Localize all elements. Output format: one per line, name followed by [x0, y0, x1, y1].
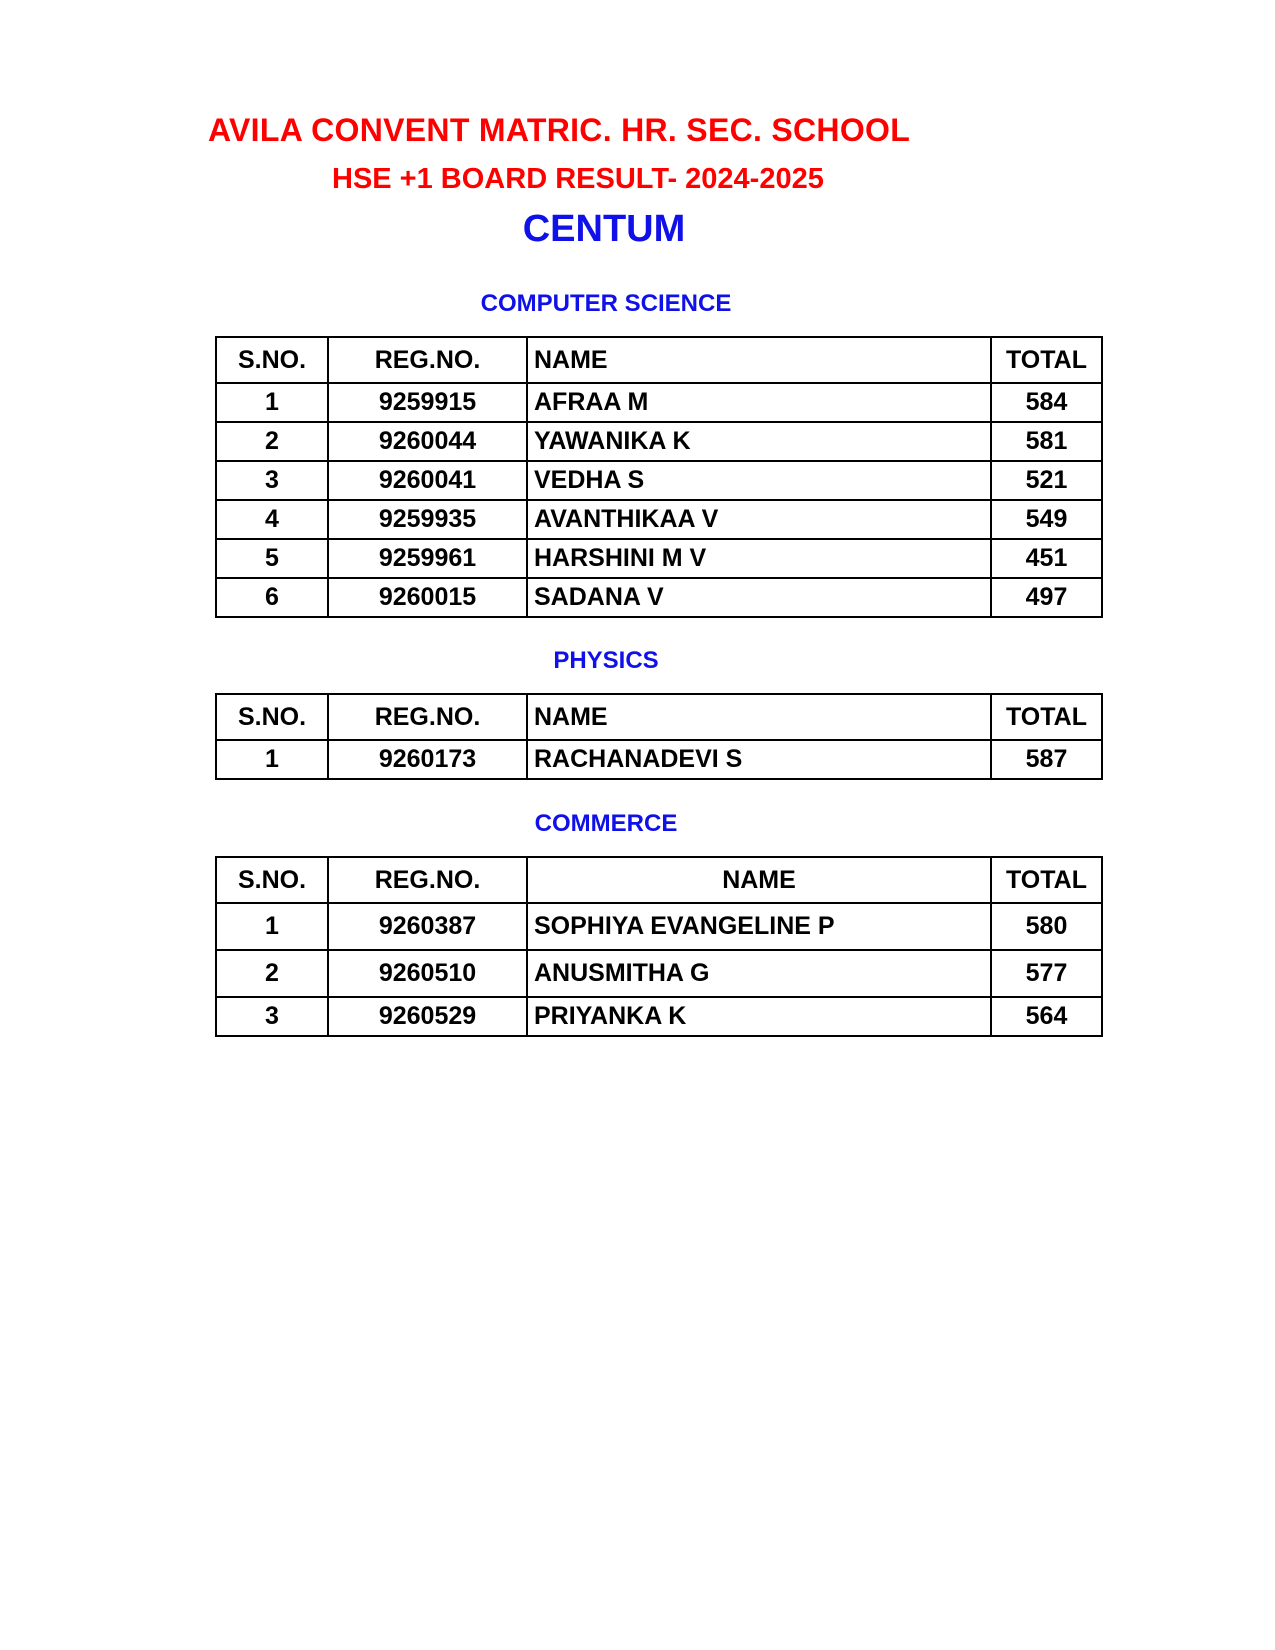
- cell-total: 580: [991, 903, 1102, 950]
- cell-reg: 9260510: [328, 950, 527, 997]
- cell-sno: 1: [216, 383, 328, 422]
- col-reg-header: REG.NO.: [328, 337, 527, 383]
- cell-total: 581: [991, 422, 1102, 461]
- cell-name: VEDHA S: [527, 461, 991, 500]
- col-reg-header: REG.NO.: [328, 857, 527, 903]
- col-sno-header: S.NO.: [216, 694, 328, 740]
- table-row: [216, 500, 1102, 539]
- col-name-header: NAME: [527, 857, 991, 903]
- cell-sno: 4: [216, 500, 328, 539]
- cell-reg: 9259915: [328, 383, 527, 422]
- cell-sno: 3: [216, 997, 328, 1036]
- result-title: HSE +1 BOARD RESULT- 2024-2025: [332, 163, 824, 195]
- col-total-header: TOTAL: [991, 694, 1102, 740]
- table-row: [216, 903, 1102, 950]
- cell-name: ANUSMITHA G: [527, 950, 991, 997]
- cell-sno: 3: [216, 461, 328, 500]
- table-row: [216, 950, 1102, 997]
- cell-name: AVANTHIKAA V: [527, 500, 991, 539]
- table-commerce: [215, 856, 1103, 1037]
- cell-reg: 9259935: [328, 500, 527, 539]
- cell-total: 577: [991, 950, 1102, 997]
- cell-reg: 9260044: [328, 422, 527, 461]
- col-total-header: TOTAL: [991, 337, 1102, 383]
- cell-sno: 1: [216, 903, 328, 950]
- table-computer-science: [215, 336, 1103, 618]
- cell-total: 521: [991, 461, 1102, 500]
- table-row: [216, 578, 1102, 617]
- table-header-row: [216, 857, 1102, 903]
- col-reg-header: REG.NO.: [328, 694, 527, 740]
- cell-total: 497: [991, 578, 1102, 617]
- col-name-header: NAME: [527, 694, 991, 740]
- table-row: [216, 422, 1102, 461]
- cell-sno: 2: [216, 950, 328, 997]
- table-row: [216, 740, 1102, 779]
- cell-sno: 2: [216, 422, 328, 461]
- cell-total: 451: [991, 539, 1102, 578]
- cell-name: SOPHIYA EVANGELINE P: [527, 903, 991, 950]
- col-sno-header: S.NO.: [216, 337, 328, 383]
- table-row: [216, 383, 1102, 422]
- cell-name: PRIYANKA K: [527, 997, 991, 1036]
- table-physics: [215, 693, 1103, 780]
- table-row: [216, 461, 1102, 500]
- cell-reg: 9260529: [328, 997, 527, 1036]
- col-sno-header: S.NO.: [216, 857, 328, 903]
- cell-name: RACHANADEVI S: [527, 740, 991, 779]
- cell-reg: 9259961: [328, 539, 527, 578]
- centum-heading: CENTUM: [522, 208, 686, 250]
- cell-reg: 9260173: [328, 740, 527, 779]
- cell-total: 564: [991, 997, 1102, 1036]
- table-header-row: [216, 337, 1102, 383]
- section-title-computer-science: COMPUTER SCIENCE: [480, 290, 732, 317]
- col-total-header: TOTAL: [991, 857, 1102, 903]
- cell-reg: 9260387: [328, 903, 527, 950]
- col-name-header: NAME: [527, 337, 991, 383]
- cell-name: YAWANIKA K: [527, 422, 991, 461]
- table-row: [216, 997, 1102, 1036]
- school-name: AVILA CONVENT MATRIC. HR. SEC. SCHOOL: [208, 112, 911, 148]
- table-header-row: [216, 694, 1102, 740]
- cell-name: HARSHINI M V: [527, 539, 991, 578]
- section-title-commerce: COMMERCE: [534, 810, 678, 837]
- cell-name: AFRAA M: [527, 383, 991, 422]
- cell-total: 584: [991, 383, 1102, 422]
- cell-reg: 9260041: [328, 461, 527, 500]
- cell-sno: 1: [216, 740, 328, 779]
- cell-reg: 9260015: [328, 578, 527, 617]
- table-row: [216, 539, 1102, 578]
- cell-sno: 5: [216, 539, 328, 578]
- section-title-physics: PHYSICS: [553, 647, 659, 674]
- cell-name: SADANA V: [527, 578, 991, 617]
- cell-sno: 6: [216, 578, 328, 617]
- cell-total: 587: [991, 740, 1102, 779]
- cell-total: 549: [991, 500, 1102, 539]
